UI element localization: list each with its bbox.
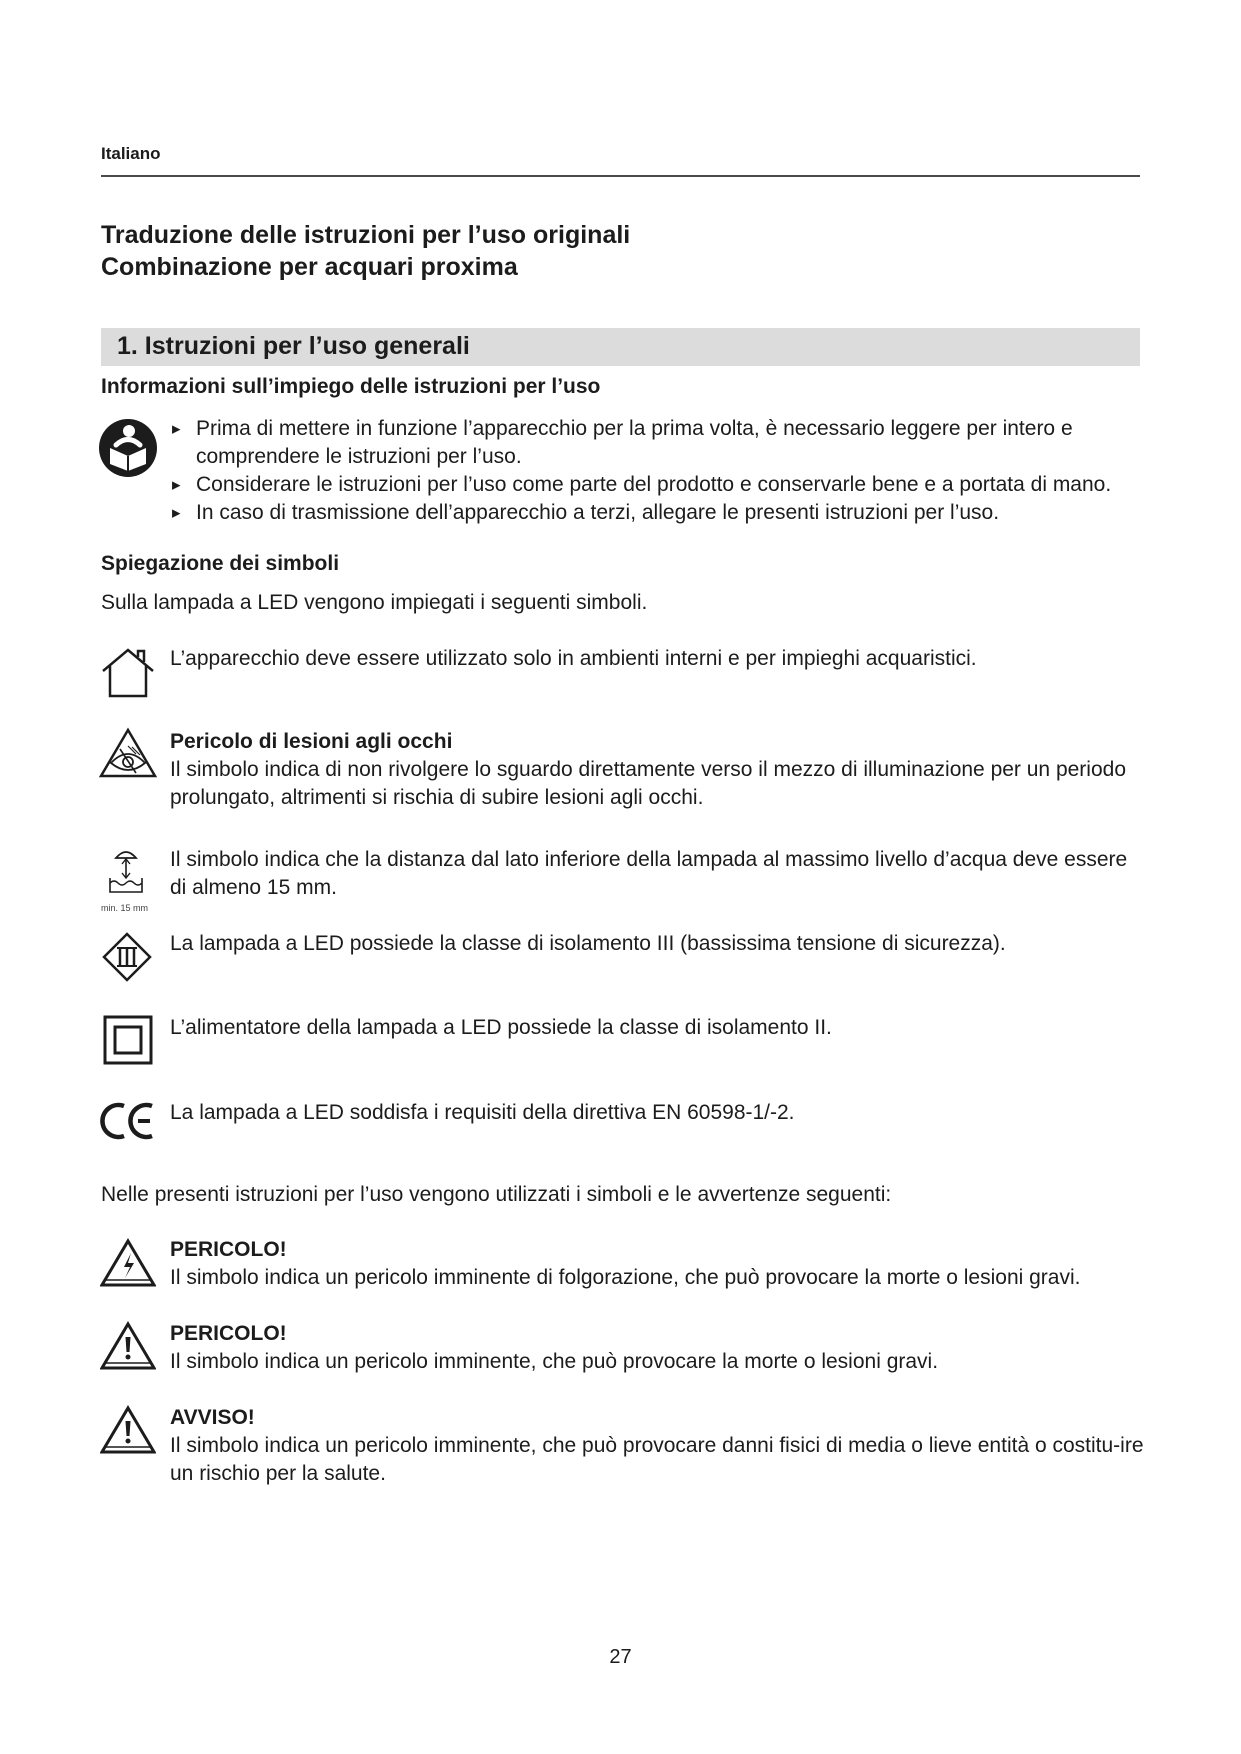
warning-block: PERICOLO! Il simbolo indica un pericolo imminente, che può provocare la morte o lesioni gravi.	[170, 1320, 1145, 1376]
title-line-2: Combinazione per acquari proxima	[101, 253, 518, 281]
symbol-description: L’alimentatore della lampada a LED possiede la classe di isolamento II.	[170, 1016, 832, 1039]
min-distance-label: min. 15 mm	[101, 903, 149, 913]
warning-title: PERICOLO!	[170, 1238, 287, 1261]
warning-title: PERICOLO!	[170, 1322, 287, 1345]
language-label: Italiano	[101, 144, 161, 163]
warning-title: AVVISO!	[170, 1406, 255, 1429]
eye-hazard-icon	[98, 727, 158, 779]
list-item: ▸ Prima di mettere in funzione l’apparecchio per la prima volta, è necessario leggere per intero e comprendere le istruzioni per l’uso.	[172, 415, 1147, 471]
page-number: 27	[609, 1646, 632, 1668]
electric-hazard-icon	[100, 1238, 156, 1288]
symbol-title: Pericolo di lesioni agli occhi	[170, 730, 453, 753]
title-line-1: Traduzione delle istruzioni per l’uso originali	[101, 221, 631, 249]
section-heading: 1. Istruzioni per l’uso generali	[117, 332, 470, 360]
warnings-intro: Nelle presenti istruzioni per l’uso vengono utilizzati i simboli e le avvertenze seguenti:	[101, 1183, 892, 1206]
warning-block: PERICOLO! Il simbolo indica un pericolo imminente di folgorazione, che può provocare la morte o lesioni gravi.	[170, 1236, 1145, 1292]
class-iii-icon	[102, 932, 152, 982]
symbol-description: L’apparecchio deve essere utilizzato solo in ambienti interni e per impieghi acquaristici.	[170, 647, 977, 670]
symbol-description: La lampada a LED soddisfa i requisiti della direttiva EN 60598-1/-2.	[170, 1101, 795, 1124]
read-manual-icon	[98, 418, 158, 478]
symbol-description: Pericolo di lesioni agli occhi Il simbolo indica di non rivolgere lo sguardo direttamente verso il mezzo di illuminazione per un periodo prolungato, altrimenti si rischia di subire lesioni agli occhi.	[170, 728, 1145, 812]
class-ii-icon	[103, 1015, 153, 1065]
header-rule	[101, 175, 1140, 177]
section-heading-bar	[101, 328, 1140, 366]
warning-block: AVVISO! Il simbolo indica un pericolo imminente, che può provocare danni fisici di media o lieve entità o costitu-ire un rischio per la salute.	[170, 1406, 1144, 1485]
symbols-heading: Spiegazione dei simboli	[101, 552, 340, 575]
list-item: ▸ Considerare le istruzioni per l’uso come parte del prodotto e conservarle bene e a portata di mano.	[172, 471, 1147, 499]
warning-triangle-icon	[100, 1405, 156, 1455]
ce-mark-icon	[100, 1100, 156, 1142]
list-item: ▸ In caso di trasmissione dell’apparecchio a terzi, allegare le presenti istruzioni per l’uso.	[172, 499, 1147, 527]
symbols-intro: Sulla lampada a LED vengono impiegati i seguenti simboli.	[101, 591, 648, 614]
house-icon	[100, 647, 156, 699]
usage-instructions-list	[172, 415, 1147, 527]
water-distance-icon	[106, 846, 146, 896]
symbol-description: Il simbolo indica che la distanza dal lato inferiore della lampada al massimo livello d’acqua deve essere di almeno 15 mm.	[170, 848, 1128, 899]
info-heading: Informazioni sull’impiego delle istruzioni per l’uso	[101, 375, 601, 398]
warning-triangle-icon	[100, 1321, 156, 1371]
symbol-description: La lampada a LED possiede la classe di isolamento III (bassissima tensione di sicurezza).	[170, 932, 1006, 955]
document-title	[101, 219, 630, 283]
